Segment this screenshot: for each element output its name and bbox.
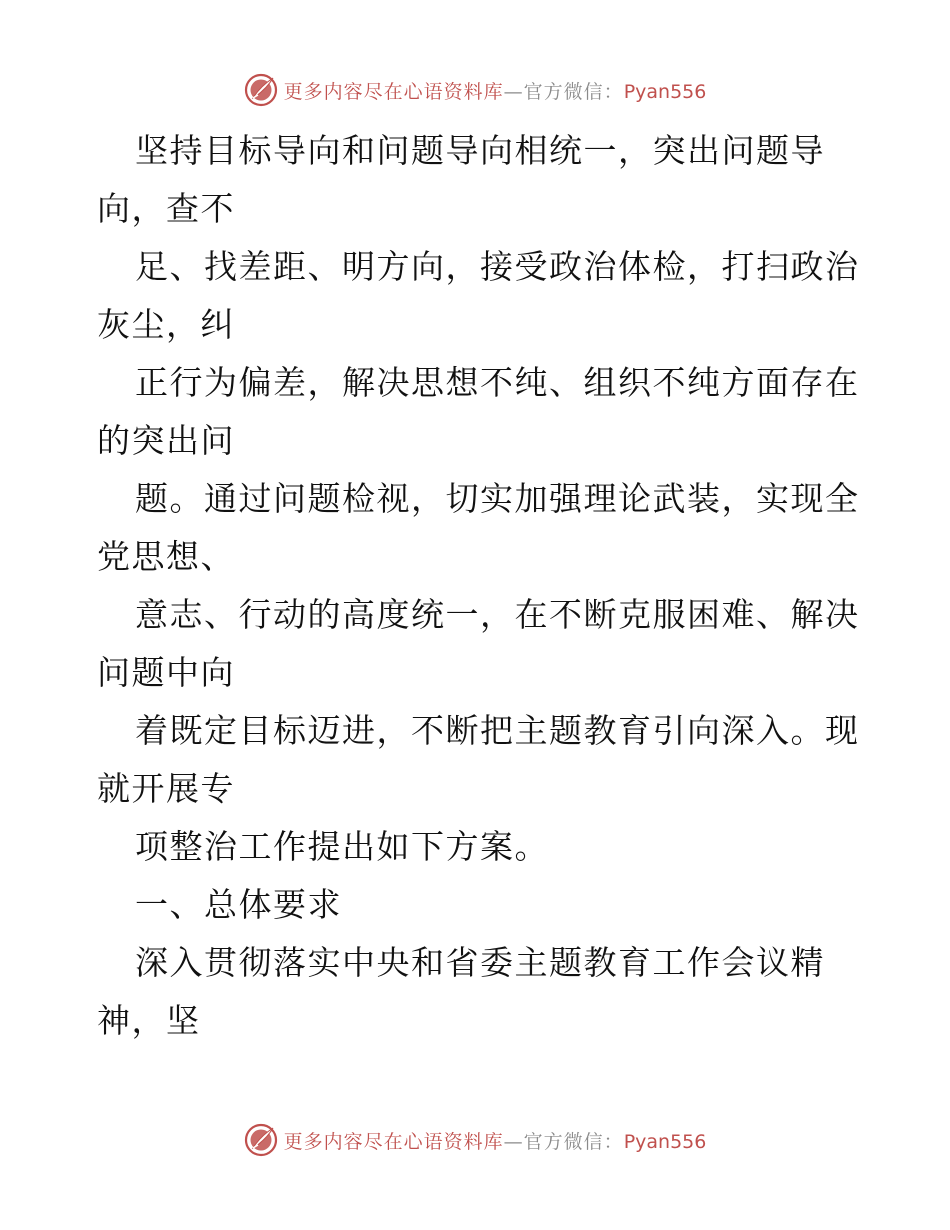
text-line: 正行为偏差，解决思想不纯、组织不纯方面存在: [135, 363, 860, 402]
text-line: 的突出问: [97, 421, 235, 460]
watermark-official: 官方微信：: [523, 1130, 624, 1153]
watermark-brand: 更多内容尽在心语资料库: [283, 1130, 504, 1153]
text-line: 神，坚: [97, 1001, 201, 1040]
watermark-dash: —: [503, 80, 524, 103]
watermark-id: Pyan556: [623, 1130, 707, 1153]
text-line: 灰尘，纠: [97, 305, 235, 344]
text-line: 着既定目标迈进，不断把主题教育引向深入。现: [135, 711, 860, 750]
section-heading: 一、总体要求: [135, 885, 342, 924]
text-line: 就开展专: [97, 769, 235, 808]
document-body: [97, 122, 860, 1050]
watermark-text: [284, 1127, 707, 1154]
text-line: 足、找差距、明方向，接受政治体检，打扫政治: [135, 247, 860, 286]
text-line: 坚持目标导向和问题导向相统一，突出问题导: [135, 131, 825, 170]
quill-logo-icon: [244, 1123, 278, 1157]
text-line: 党思想、: [97, 537, 235, 576]
text-line: 项整治工作提出如下方案。: [135, 827, 549, 866]
text-line: 题。通过问题检视，切实加强理论武装，实现全: [135, 479, 860, 518]
text-line: 意志、行动的高度统一，在不断克服困难、解决: [135, 595, 860, 634]
quill-logo-icon: [244, 73, 278, 107]
watermark-id: Pyan556: [623, 80, 707, 103]
watermark-dash: —: [503, 1130, 524, 1153]
watermark-brand: 更多内容尽在心语资料库: [283, 80, 504, 103]
text-line: 向，查不: [97, 189, 235, 228]
watermark-official: 官方微信：: [523, 80, 624, 103]
text-line: 问题中向: [97, 653, 235, 692]
footer-watermark: [0, 1120, 950, 1160]
watermark-text: [284, 77, 707, 104]
header-watermark: [0, 70, 950, 110]
text-line: 深入贯彻落实中央和省委主题教育工作会议精: [135, 943, 825, 982]
